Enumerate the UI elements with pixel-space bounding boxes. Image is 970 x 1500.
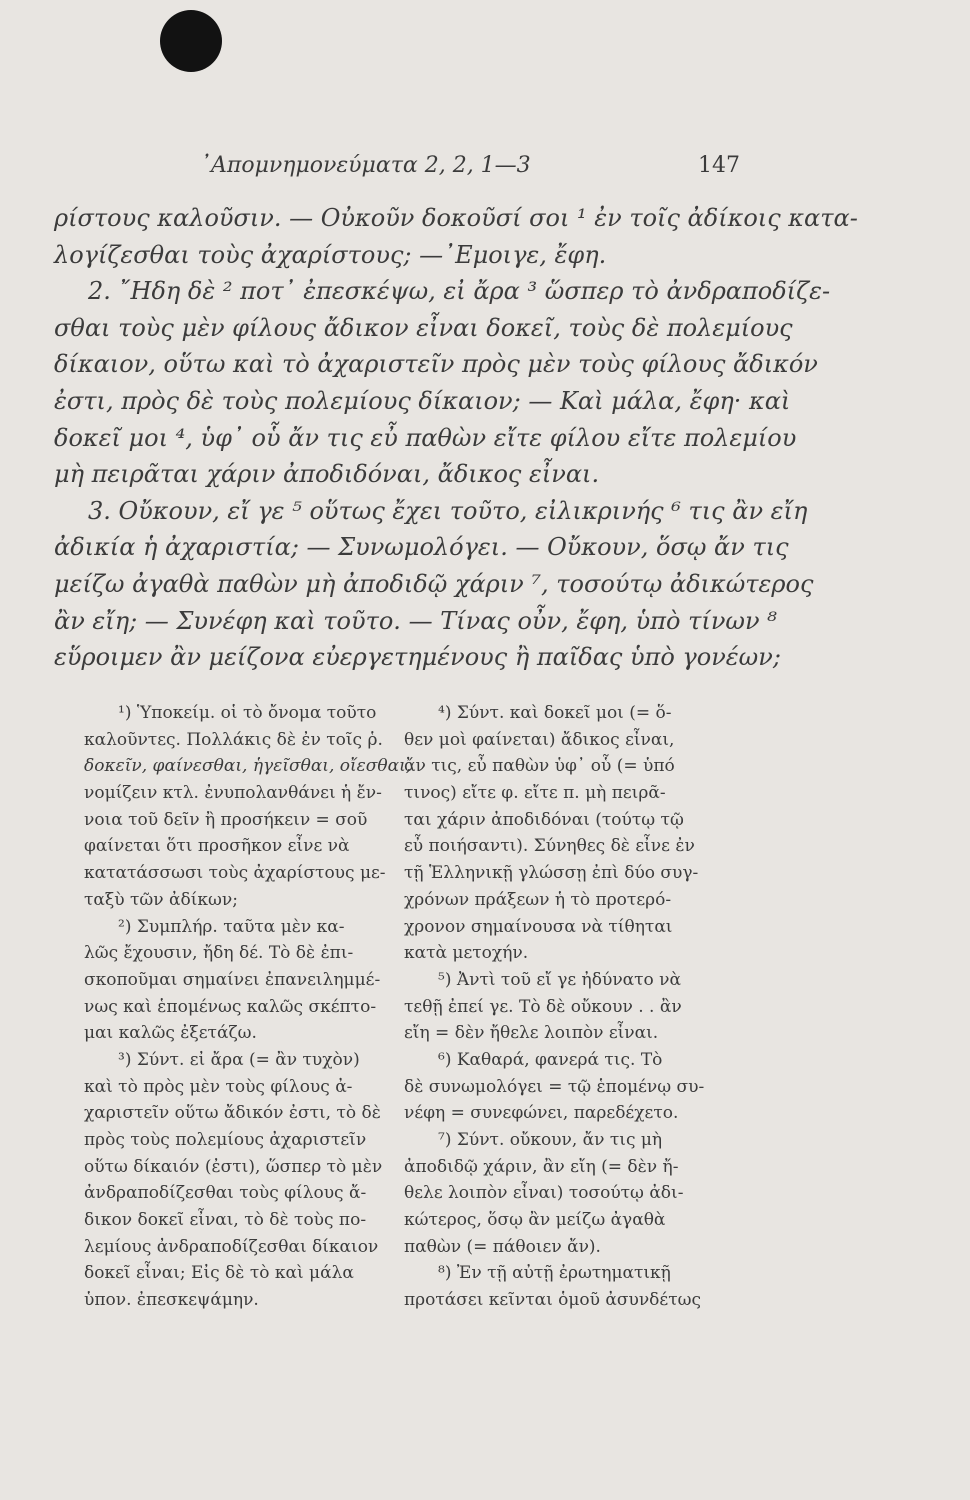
footnote-line: τῇ Ἑλληνικῇ γλώσσῃ ἐπὶ δύο συγ-: [404, 863, 699, 884]
text-line: εὕροιμεν ἂν μείζονα εὐεργετημένους ἢ παῖδας ὑπὸ γονέων;: [54, 643, 781, 672]
footnote-line: παθὼν (= πάθοιεν ἄν).: [404, 1236, 601, 1257]
footnote-line: κώτερος, ὅσῳ ἂν μείζω ἀγαθὰ: [404, 1210, 666, 1231]
text-line: ἐστι, πρὸς δὲ τοὺς πολεμίους δίκαιον; — Καὶ μάλα, ἔφη· καὶ: [54, 386, 791, 415]
text-line: μὴ πειρᾶται χάριν ἀποδιδόναι, ἄδικος εἶναι.: [54, 460, 600, 489]
footnote-line: θελε λοιπὸν εἶναι) τοσούτῳ ἀδι-: [404, 1183, 684, 1204]
footnote-line: ³) Σύντ. εἰ ἄρα (= ἂν τυχὸν): [118, 1049, 360, 1070]
punch-hole-mark: [160, 10, 222, 72]
footnote-line: μαι καλῶς ἐξετάζω.: [84, 1023, 257, 1044]
footnote-line: κατατάσσωσι τοὺς ἀχαρίστους με-: [84, 863, 386, 884]
footnote-line: δὲ συνωμολόγει = τῷ ἑπομένῳ συ-: [404, 1076, 705, 1097]
footnote-line: ²) Συμπλήρ. ταῦτα μὲν κα-: [118, 916, 345, 937]
footnote-line: καλοῦντες. Πολλάκις δὲ ἐν τοῖς ῥ.: [84, 729, 383, 750]
footnote-line: ⁶) Καθαρά, φανερά τις. Τὸ: [438, 1049, 663, 1070]
text-line: δίκαιον, οὕτω καὶ τὸ ἀχαριστεῖν πρὸς μὲν τοὺς φίλους ἄδικόν: [54, 350, 818, 379]
text-line: ρίστους καλοῦσιν. — Οὐκοῦν δοκοῦσί σοι ¹ ἐν τοῖς ἀδίκοις κατα-: [54, 204, 858, 232]
footnotes-left-column: [84, 700, 412, 1314]
footnote-line: χαριστεῖν οὕτω ἄδικόν ἐστι, τὸ δὲ: [84, 1103, 381, 1124]
footnote-line: πρὸς τοὺς πολεμίους ἀχαριστεῖν: [84, 1130, 367, 1150]
footnote-line: ⁴) Σύντ. καὶ δοκεῖ μοι (= ὅ-: [438, 703, 672, 723]
footnote-line: νοια τοῦ δεῖν ἢ προσήκειν = σοῦ: [84, 809, 368, 830]
text-line: δοκεῖ μοι ⁴, ὑφ᾽ οὗ ἄν τις εὖ παθὼν εἴτε φίλου εἴτε πολεμίου: [54, 423, 797, 452]
footnote-line: προτάσει κεῖνται ὁμοῦ ἀσυνδέτως: [404, 1290, 701, 1311]
footnote-line: ἀποδιδῷ χάριν, ἂν εἴη (= δὲν ἤ-: [404, 1156, 679, 1177]
footnote-line: εὖ ποιήσαντι). Σύνηθες δὲ εἶνε ἐν: [404, 836, 695, 857]
running-title: ᾿Απομνημονεύματα 2, 2, 1—3: [200, 153, 531, 178]
footnote-line: ται χάριν ἀποδιδόναι (τούτῳ τῷ: [404, 809, 684, 830]
running-head: [200, 150, 740, 182]
main-text: [54, 200, 858, 676]
footnote-line: καὶ τὸ πρὸς μὲν τοὺς φίλους ἀ-: [84, 1076, 353, 1097]
footnote-line: τεθῇ ἐπεί γε. Τὸ δὲ οὔκουν . . ἂν: [404, 996, 682, 1017]
text-line: 3. Οὔκουν, εἴ γε ⁵ οὕτως ἔχει τοῦτο, εἰλικρινής ⁶ τις ἂν εἴη: [88, 496, 808, 525]
text-line: λογίζεσθαι τοὺς ἀχαρίστους; —᾿Εμοιγε, ἔφη.: [54, 240, 607, 269]
footnote-line: λεμίους ἀνδραποδίζεσθαι δίκαιον: [84, 1236, 379, 1257]
footnote-line: θεν μοὶ φαίνεται) ἄδικος εἶναι,: [404, 729, 675, 750]
footnote-line: ἄν τις, εὖ παθὼν ὑφ᾽ οὗ (= ὑπό: [404, 756, 675, 777]
text-line: μείζω ἀγαθὰ παθὼν μὴ ἀποδιδῷ χάριν ⁷, τοσούτῳ ἀδικώτερος: [54, 569, 814, 598]
footnote-line: ⁸) Ἐν τῇ αὐτῇ ἐρωτηματικῇ: [438, 1263, 671, 1284]
footnote-line: ταξὺ τῶν ἀδίκων;: [84, 889, 238, 910]
footnotes-right-column: [404, 700, 746, 1314]
footnote-line: δοκεῖν, φαίνεσθαι, ἡγεῖσθαι, οἴεσθαι,: [84, 756, 412, 777]
text-line: σθαι τοὺς μὲν φίλους ἄδικον εἶναι δοκεῖ, τοὺς δὲ πολεμίους: [54, 313, 793, 342]
footnote-line: χρόνων πράξεων ἡ τὸ προτερό-: [404, 889, 672, 910]
footnote-line: ⁵) Ἀντὶ τοῦ εἴ γε ἠδύνατο νὰ: [438, 969, 681, 990]
footnote-line: εἴη = δὲν ἤθελε λοιπὸν εἶναι.: [404, 1023, 659, 1044]
footnote-line: νομίζειν κτλ. ἐνυπολανθάνει ἡ ἔν-: [84, 783, 382, 804]
footnote-line: κατὰ μετοχήν.: [404, 943, 529, 964]
footnote-line: ¹) Ὑποκείμ. οἱ τὸ ὄνομα τοῦτο: [118, 703, 377, 723]
footnote-line: λῶς ἔχουσιν, ἤδη δέ. Τὸ δὲ ἐπι-: [84, 943, 354, 964]
text-line: ἂν εἴη; — Συνέφη καὶ τοῦτο. — Τίνας οὖν, ἔφη, ὑπὸ τίνων ⁸: [54, 606, 777, 635]
page-number: 147: [698, 153, 740, 178]
footnote-line: τινος) εἴτε φ. εἴτε π. μὴ πειρᾶ-: [404, 783, 666, 804]
footnote-line: δικον δοκεῖ εἶναι, τὸ δὲ τοὺς πο-: [84, 1210, 367, 1231]
text-line: ἀδικία ἡ ἀχαριστία; — Συνωμολόγει. — Οὔκουν, ὅσῳ ἄν τις: [54, 533, 789, 562]
footnote-line: σκοποῦμαι σημαίνει ἐπανειλημμέ-: [84, 969, 381, 990]
footnote-line: ὑπον. ἐπεσκεψάμην.: [84, 1290, 259, 1311]
footnote-line: νως καὶ ἑπομένως καλῶς σκέπτο-: [84, 996, 377, 1017]
footnote-line: ⁷) Σύντ. οὔκουν, ἄν τις μὴ: [438, 1130, 663, 1150]
footnote-line: νέφη = συνεφώνει, παρεδέχετο.: [404, 1103, 679, 1124]
footnote-line: δοκεῖ εἶναι; Εἰς δὲ τὸ καὶ μάλα: [84, 1263, 354, 1284]
footnote-line: ἀνδραποδίζεσθαι τοὺς φίλους ἄ-: [84, 1183, 367, 1204]
footnote-line: οὕτω δίκαιόν (ἐστι), ὥσπερ τὸ μὲν: [84, 1156, 383, 1177]
footnote-line: χρονον σημαίνουσα νὰ τίθηται: [404, 916, 673, 937]
footnote-line: φαίνεται ὅτι προσῆκον εἶνε νὰ: [84, 836, 350, 857]
text-line: 2. ῎Ηδη δὲ ² ποτ᾽ ἐπεσκέψω, εἰ ἄρα ³ ὥσπερ τὸ ἀνδραποδίζε-: [88, 277, 831, 306]
